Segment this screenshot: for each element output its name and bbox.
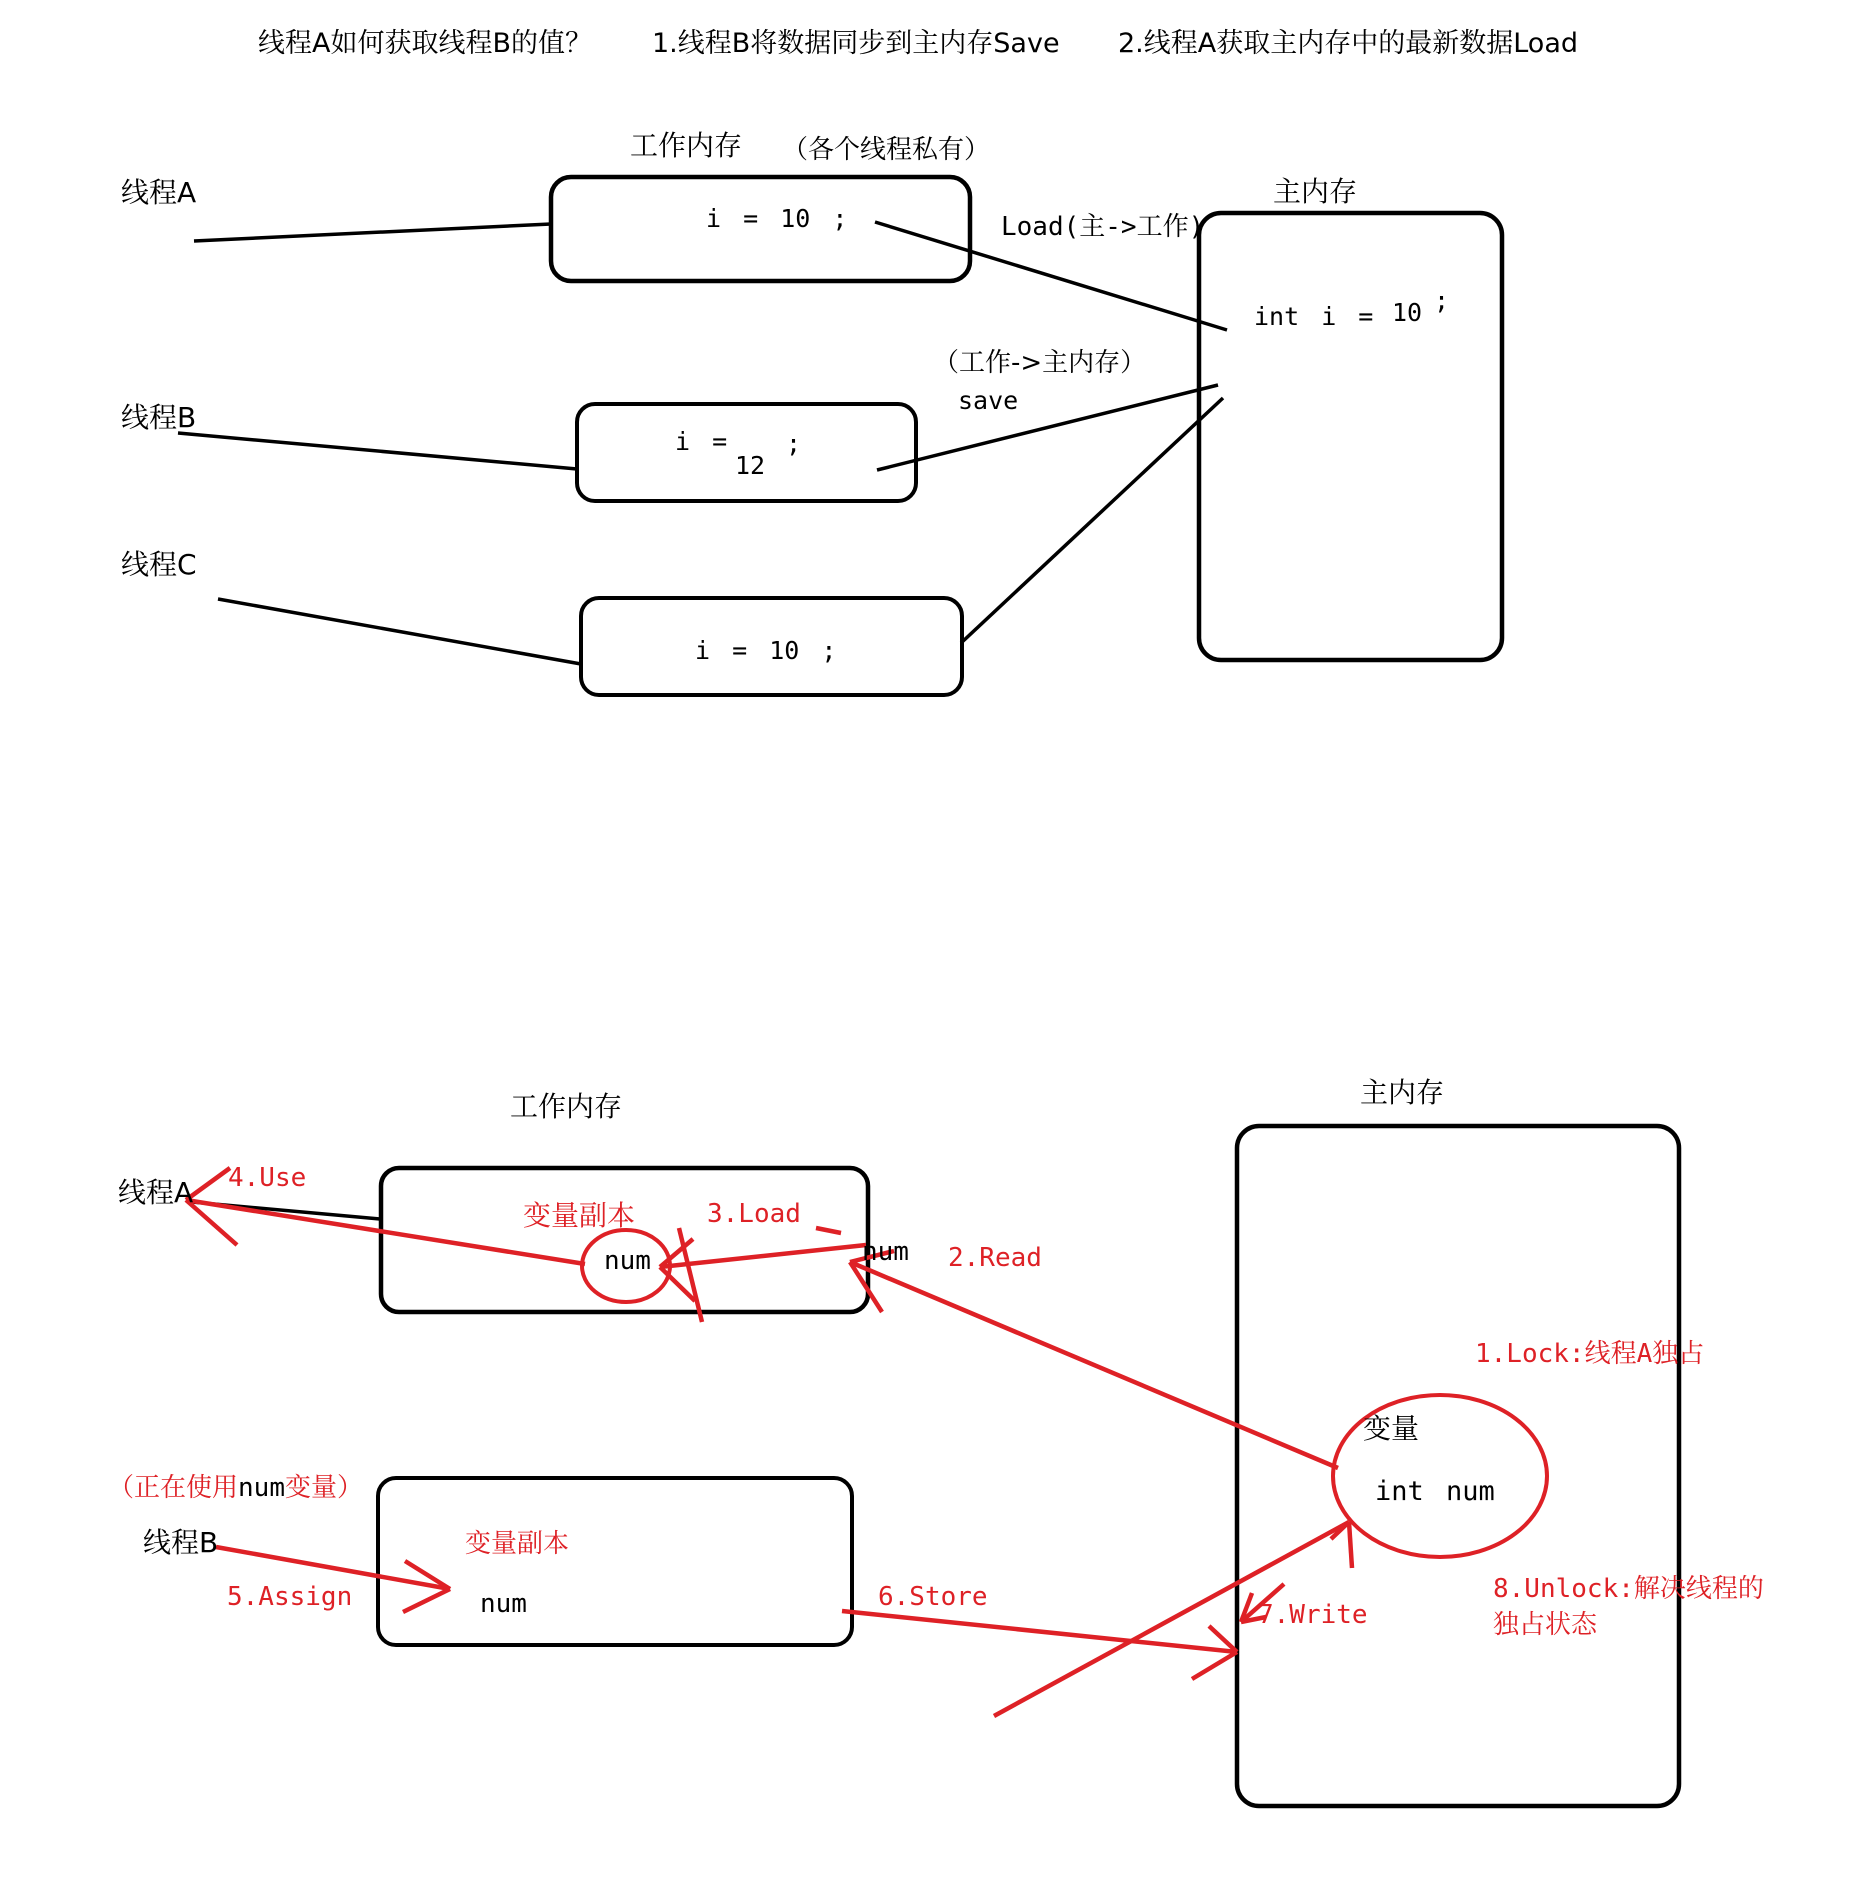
- num-in-circle: num: [604, 1246, 651, 1276]
- thread-a2-label: 线程A: [118, 1176, 194, 1209]
- num-copy-b: num: [480, 1589, 527, 1619]
- unlock-label-line2: 独占状态: [1493, 1610, 1598, 1640]
- working-memory-box-thread-a2: [381, 1168, 868, 1312]
- working-memory-box-thread-b2: [378, 1478, 852, 1645]
- main-memory-label-bottom: 主内存: [1360, 1076, 1445, 1109]
- working-memory-note: （各个线程私有）: [782, 135, 991, 165]
- thread-c-connector-line: [218, 599, 581, 664]
- title-step1: 1.线程B将数据同步到主内存Save: [652, 28, 1060, 59]
- thread-b-connector-line: [178, 433, 577, 469]
- unlock-label-line1: 8.Unlock:解决线程的: [1493, 1574, 1764, 1604]
- thread-b2-label: 线程B: [143, 1526, 219, 1559]
- using-note-suffix: 变量）: [284, 1473, 363, 1503]
- write-label: 7.Write: [1258, 1600, 1368, 1630]
- working-memory-label-top: 工作内存: [630, 129, 743, 162]
- working-memory-label-bottom: 工作内存: [510, 1090, 623, 1123]
- using-note-num: num: [238, 1473, 285, 1503]
- thread-a-label: 线程A: [121, 176, 197, 209]
- num-outside-box: num: [862, 1237, 909, 1267]
- copy-label-b: 变量副本: [465, 1529, 570, 1559]
- copy-label-a: 变量副本: [523, 1199, 636, 1232]
- using-note: [108, 1474, 363, 1504]
- main-value-semi: ;: [1434, 286, 1450, 315]
- load-label-bottom: 3.Load: [707, 1199, 801, 1229]
- main-value-int: int i =: [1254, 302, 1374, 331]
- thread-a-connector-line: [194, 224, 551, 241]
- title-step2: 2.线程A获取主内存中的最新数据Load: [1118, 28, 1579, 59]
- lock-label: 1.Lock:线程A独占: [1475, 1339, 1705, 1369]
- using-note-prefix: （正在使用: [108, 1473, 239, 1503]
- save-line-thread-c: [961, 398, 1223, 643]
- save-line-thread-b: [877, 385, 1218, 470]
- box-b-value-semi: ;: [786, 429, 802, 458]
- thread-c-label: 线程C: [121, 548, 197, 581]
- read-label: 2.Read: [948, 1243, 1042, 1273]
- main-value-num: 10: [1392, 298, 1423, 327]
- save-label: save: [958, 386, 1019, 415]
- box-b-value-i: i =: [675, 427, 728, 456]
- thread-b-label: 线程B: [121, 401, 197, 434]
- main-memory-label-top: 主内存: [1273, 175, 1358, 208]
- main-memory-box-top: [1199, 213, 1502, 660]
- main-memory-box-bottom: [1237, 1126, 1679, 1806]
- save-note: （工作->主内存）: [933, 348, 1147, 378]
- box-a-value: i = 10 ;: [706, 204, 848, 233]
- store-arrow: [842, 1611, 1237, 1679]
- title-question: 线程A如何获取线程B的值？: [258, 28, 592, 59]
- load-label-top: Load(主->工作): [1001, 212, 1205, 242]
- box-b-value-num: 12: [735, 451, 766, 480]
- box-c-value: i = 10 ;: [695, 636, 837, 665]
- variable-declaration: int num: [1375, 1476, 1495, 1507]
- variable-label: 变量: [1363, 1412, 1420, 1445]
- use-label: 4.Use: [228, 1163, 307, 1193]
- assign-label: 5.Assign: [227, 1582, 353, 1612]
- load-arrow: [660, 1228, 866, 1322]
- store-label: 6.Store: [878, 1582, 988, 1612]
